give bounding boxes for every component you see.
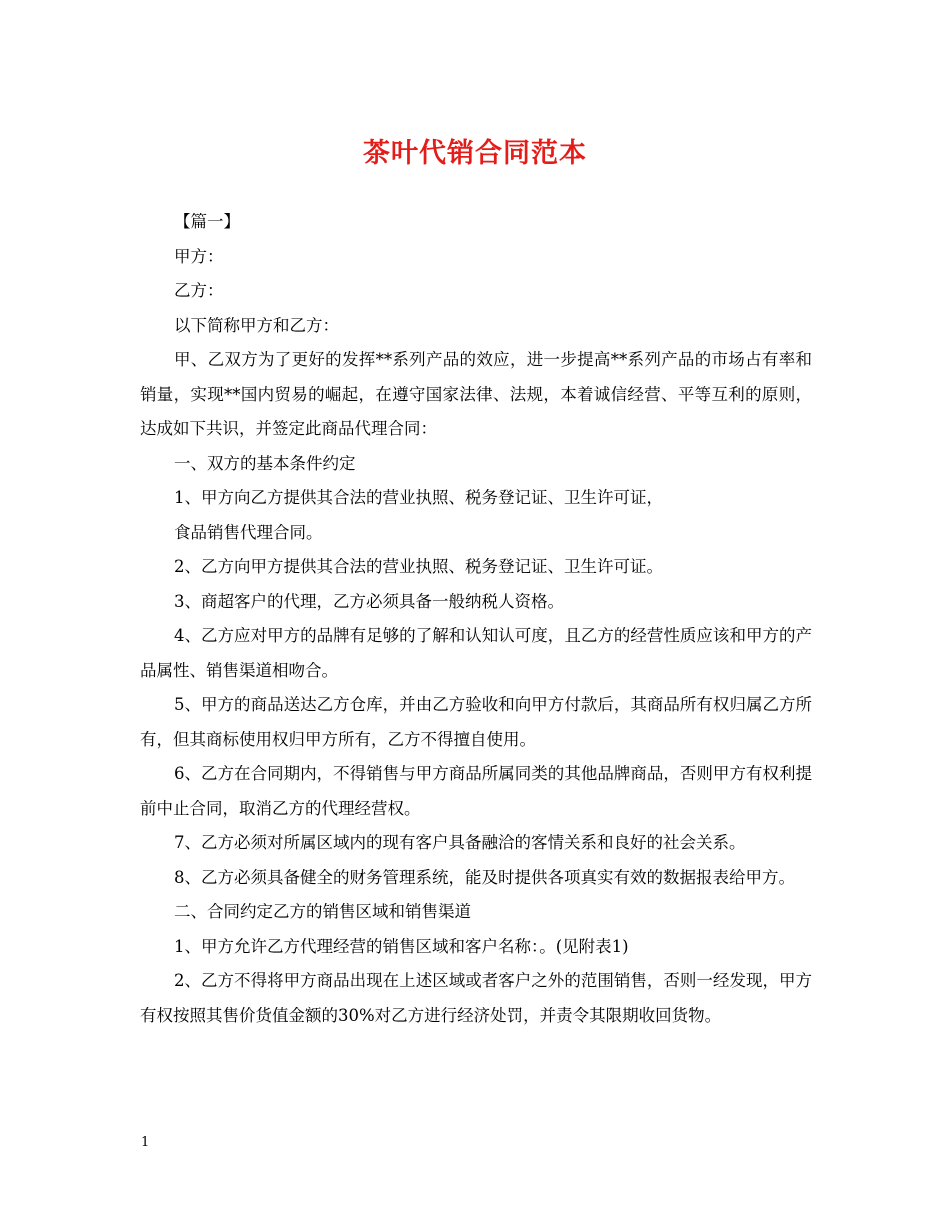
clause-1-8: 8、乙方必须具备健全的财务管理系统，能及时提供各项真实有效的数据报表给甲方。 (174, 867, 795, 887)
clause-1-6: 6、乙方在合同期内，不得销售与甲方商品所属同类的其他品牌商品，否则甲方有权利提前中止合同，取消乙方的代理经营权。 (140, 764, 812, 818)
party-a-line: 甲方： (174, 246, 224, 266)
clause-1-4: 4、乙方应对甲方的品牌有足够的了解和认知认可度，且乙方的经营性质应该和甲方的产品属性、销售渠道相吻合。 (140, 626, 812, 680)
parties-abbreviation: 以下简称甲方和乙方： (174, 315, 339, 335)
clause-1-5: 5、甲方的商品送达乙方仓库，并由乙方验收和向甲方付款后，其商品所有权归属乙方所有，但其商标使用权归甲方所有，乙方不得擅自使用。 (140, 695, 812, 749)
clause-1-1: 1、甲方向乙方提供其合法的营业执照、税务登记证、卫生许可证， (174, 488, 663, 507)
clause-1-7: 7、乙方必须对所属区域内的现有客户具备融洽的客情关系和良好的社会关系。 (174, 833, 746, 852)
page-title: 茶叶代销合同范本 (363, 138, 587, 169)
clause-1-3: 3、商超客户的代理，乙方必须具备一般纳税人资格。 (174, 591, 564, 611)
section-label: 【篇一】 (174, 212, 240, 231)
document-body (140, 205, 812, 1033)
preamble-paragraph: 甲、乙双方为了更好的发挥**系列产品的效应，进一步提高**系列产品的市场占有率和销量，实现**国内贸易的崛起，在遵守国家法律、法规，本着诚信经营、平等互利的原则，达成如下共识，并签定此商品代理合同： (140, 350, 812, 438)
party-b-line: 乙方： (174, 281, 224, 300)
section-heading-1: 一、双方的基本条件约定 (174, 453, 356, 473)
clause-1-2: 2、乙方向甲方提供其合法的营业执照、税务登记证、卫生许可证。 (174, 557, 663, 576)
clause-2-2: 2、乙方不得将甲方商品出现在上述区域或者客户之外的范围销售，否则一经发现，甲方有权按照其售价货值金额的30%对乙方进行经济处罚，并责令其限期收回货物。 (140, 971, 812, 1025)
page-number: 1 (141, 1135, 150, 1150)
clause-2-1: 1、甲方允许乙方代理经营的销售区域和客户名称：。(见附表1) (174, 936, 629, 956)
section-heading-2: 二、合同约定乙方的销售区域和销售渠道 (174, 902, 471, 921)
clause-1-1-continued: 食品销售代理合同。 (174, 522, 323, 542)
